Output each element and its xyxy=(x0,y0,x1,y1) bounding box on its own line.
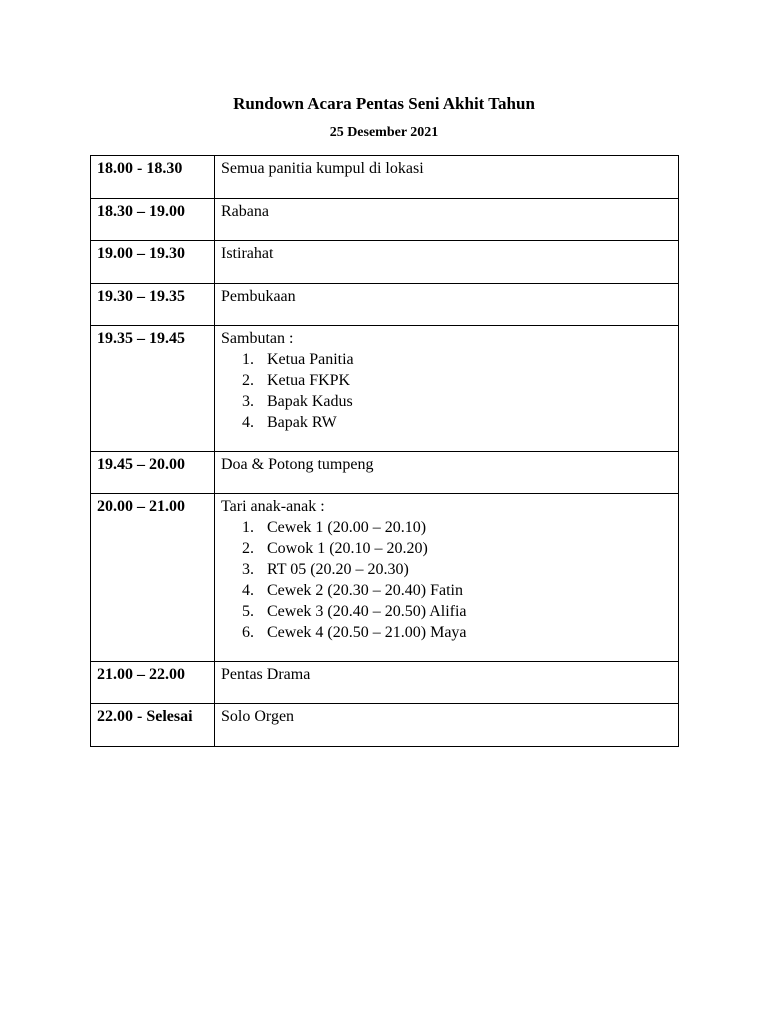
schedule-row xyxy=(91,326,679,452)
schedule-activity: Semua panitia kumpul di lokasi xyxy=(221,160,424,177)
schedule-activity: Pembukaan xyxy=(221,288,296,305)
schedule-activity-cell xyxy=(215,704,679,747)
sub-item-text: Ketua FKPK xyxy=(267,372,351,389)
schedule-activity-cell xyxy=(215,452,679,494)
document-date: 25 Desember 2021 xyxy=(329,125,439,140)
schedule-activity-cell xyxy=(215,241,679,284)
sub-item-number: 1. xyxy=(242,351,254,368)
schedule-time: 18.30 – 19.00 xyxy=(91,199,215,241)
schedule-time: 19.00 – 19.30 xyxy=(91,241,215,284)
sub-item-number: 3. xyxy=(242,393,254,410)
sub-item-number: 4. xyxy=(242,414,254,431)
rundown-table-body xyxy=(91,156,679,747)
schedule-row xyxy=(91,494,679,662)
schedule-time: 18.00 - 18.30 xyxy=(91,156,215,199)
sub-item-number: 6. xyxy=(242,624,254,641)
activity-sub-item xyxy=(242,391,672,412)
sub-item-number: 3. xyxy=(242,561,254,578)
sub-item-text: Bapak RW xyxy=(267,414,337,431)
schedule-activity-cell xyxy=(215,199,679,241)
schedule-activity: Rabana xyxy=(221,203,269,220)
activity-sub-item xyxy=(242,370,672,391)
sub-item-number: 2. xyxy=(242,372,254,389)
schedule-time: 19.35 – 19.45 xyxy=(91,326,215,452)
activity-sub-item xyxy=(242,349,672,370)
schedule-row xyxy=(91,199,679,241)
schedule-activity-cell xyxy=(215,326,679,452)
activity-sub-item xyxy=(242,559,672,580)
sub-item-text: Cewek 4 (20.50 – 21.00) Maya xyxy=(267,624,467,641)
sub-item-number: 5. xyxy=(242,603,254,620)
sub-item-number: 2. xyxy=(242,540,254,557)
schedule-activity: Doa & Potong tumpeng xyxy=(221,456,374,473)
schedule-activity: Pentas Drama xyxy=(221,666,311,683)
sub-item-number: 4. xyxy=(242,582,254,599)
schedule-row xyxy=(91,241,679,284)
activity-sub-item xyxy=(242,412,672,433)
schedule-activity-cell xyxy=(215,284,679,326)
sub-item-text: RT 05 (20.20 – 20.30) xyxy=(267,561,409,578)
schedule-row xyxy=(91,156,679,199)
sub-item-number: 1. xyxy=(242,519,254,536)
sub-item-text: Ketua Panitia xyxy=(267,351,354,368)
schedule-time: 21.00 – 22.00 xyxy=(91,662,215,704)
sub-item-text: Cewek 3 (20.40 – 20.50) Alifia xyxy=(267,603,467,620)
activity-sub-item xyxy=(242,601,672,622)
schedule-time: 20.00 – 21.00 xyxy=(91,494,215,662)
schedule-activity: Solo Orgen xyxy=(221,708,295,725)
activity-sub-item xyxy=(242,622,672,643)
schedule-time: 19.30 – 19.35 xyxy=(91,284,215,326)
schedule-activity: Tari anak-anak : xyxy=(221,498,325,515)
schedule-row xyxy=(91,662,679,704)
schedule-activity: Sambutan : xyxy=(221,330,294,347)
activity-sub-item xyxy=(242,517,672,538)
activity-sub-item xyxy=(242,580,672,601)
schedule-row xyxy=(91,704,679,747)
schedule-time: 22.00 - Selesai xyxy=(91,704,215,747)
schedule-row xyxy=(91,452,679,494)
activity-sub-list xyxy=(221,517,672,643)
sub-item-text: Cewek 2 (20.30 – 20.40) Fatin xyxy=(267,582,463,599)
schedule-activity: Istirahat xyxy=(221,245,274,262)
schedule-time: 19.45 – 20.00 xyxy=(91,452,215,494)
sub-item-text: Cowok 1 (20.10 – 20.20) xyxy=(267,540,428,557)
schedule-activity-cell xyxy=(215,156,679,199)
rundown-table xyxy=(90,155,679,747)
activity-sub-list xyxy=(221,349,672,433)
schedule-activity-cell xyxy=(215,662,679,704)
sub-item-text: Cewek 1 (20.00 – 20.10) xyxy=(267,519,427,536)
activity-sub-item xyxy=(242,538,672,559)
document-title: Rundown Acara Pentas Seni Akhit Tahun xyxy=(233,94,535,113)
schedule-row xyxy=(91,284,679,326)
sub-item-text: Bapak Kadus xyxy=(267,393,353,410)
schedule-activity-cell xyxy=(215,494,679,662)
